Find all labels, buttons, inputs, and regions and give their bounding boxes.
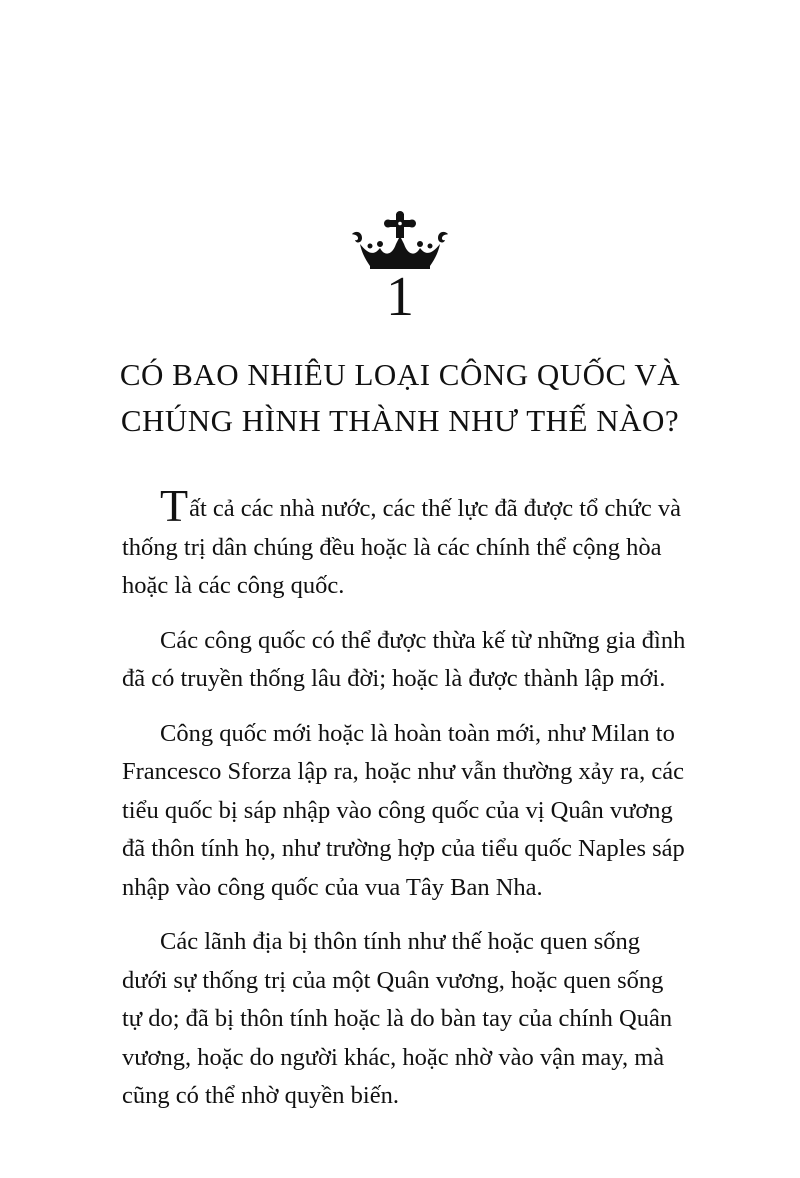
body-text — [122, 480, 722, 1132]
paragraph-line-text: ất cả các nhà nước, các thế lực đã được tổ chức và — [189, 495, 681, 522]
paragraph-line: Francesco Sforza lập ra, hoặc như vẫn thường xảy ra, các — [122, 758, 684, 785]
paragraph — [122, 622, 722, 699]
paragraph-line: tiểu quốc bị sáp nhập vào công quốc của vị Quân vương — [122, 796, 673, 824]
paragraph — [122, 923, 722, 1116]
chapter-title-line: CHÚNG HÌNH THÀNH NHƯ THẾ NÀO? — [120, 403, 680, 438]
paragraph-line: hoặc là các công quốc. — [122, 572, 345, 599]
paragraph-line: dưới sự thống trị của một Quân vương, hoặc quen sống — [122, 966, 664, 994]
paragraph-line: đã thôn tính họ, như trường hợp của tiểu quốc Naples sáp — [122, 835, 685, 862]
paragraph-line: Công quốc mới hoặc là hoàn toàn mới, như Milan to — [160, 719, 675, 747]
chapter-title — [60, 352, 740, 444]
chapter-number: 1 — [386, 266, 414, 328]
drop-cap: T — [160, 480, 189, 531]
chapter-title-line: CÓ BAO NHIÊU LOẠI CÔNG QUỐC VÀ — [119, 357, 681, 392]
paragraph — [122, 715, 722, 908]
paragraph-line: đã có truyền thống lâu đời; hoặc là được thành lập mới. — [122, 665, 666, 692]
paragraph-line: cũng có thể nhờ quyền biến. — [122, 1082, 399, 1109]
paragraph — [122, 480, 722, 606]
paragraph-line: nhập vào công quốc của vua Tây Ban Nha. — [122, 873, 543, 901]
paragraph-line: Các công quốc có thể được thừa kế từ những gia đình — [160, 626, 686, 654]
paragraph-line: Các lãnh địa bị thôn tính như thế hoặc quen sống — [160, 928, 641, 955]
paragraph-line — [122, 480, 722, 531]
paragraph-line: thống trị dân chúng đều hoặc là các chính thể cộng hòa — [122, 533, 662, 561]
paragraph-line: vương, hoặc do người khác, hoặc nhờ vào vận may, mà — [122, 1043, 665, 1071]
paragraph-line: tự do; đã bị thôn tính hoặc là do bàn tay của chính Quân — [122, 1005, 673, 1032]
